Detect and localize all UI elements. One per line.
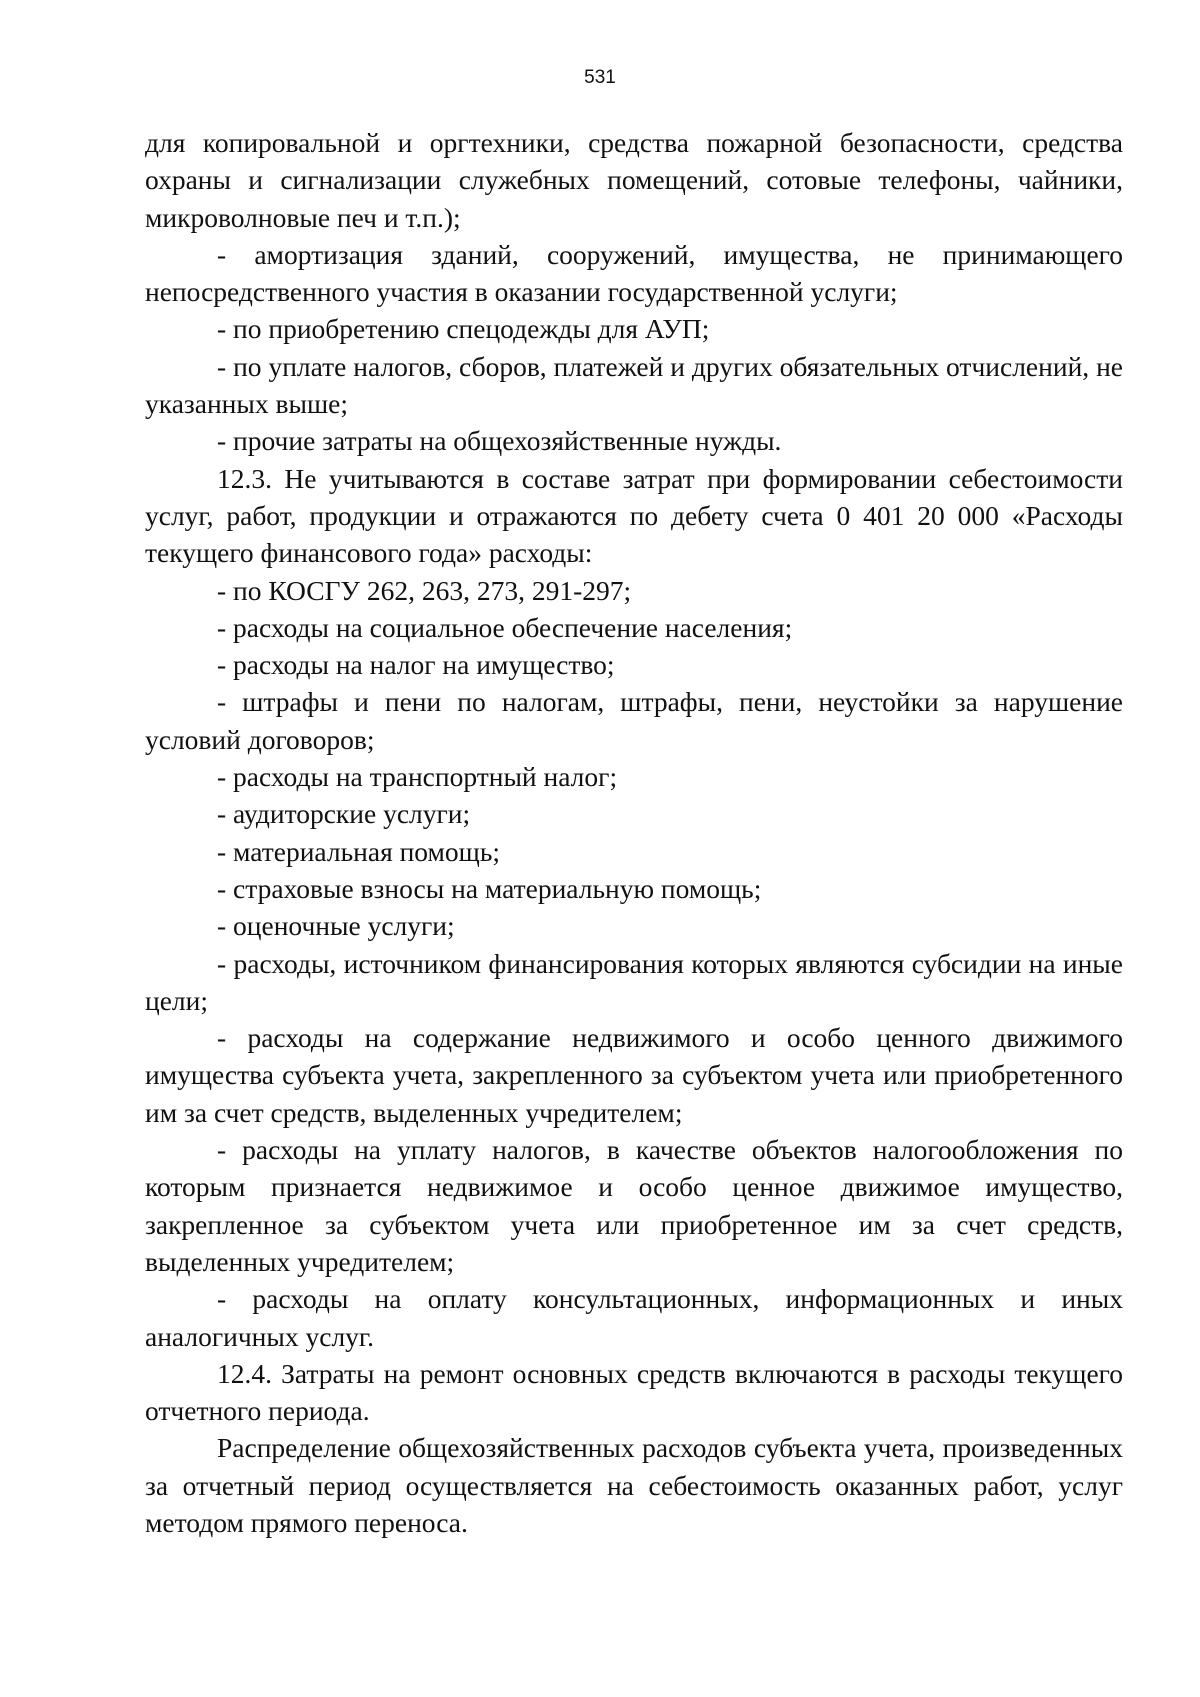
- list-item: - расходы на уплату налогов, в качестве объектов налогообложения по которым признается недвижимое и особо ценное движимое имущество, закрепленное за субъектом учета или приобретенное им за счет средств, выделенных учредителем;: [145, 1134, 1123, 1277]
- list-item: - по приобретению спецодежды для АУП;: [217, 313, 710, 345]
- paragraph-continuation: для копировальной и оргтехники, средства пожарной безопасности, средства охраны и сигнализации служебных помещений, сотовые телефоны, чайники, микроволновые печ и т.п.);: [145, 127, 1123, 233]
- list-item: - расходы на транспортный налог;: [217, 761, 618, 793]
- distribution-paragraph: Распределение общехозяйственных расходов субъекта учета, произведенных за отчетный период осуществляется на себестоимость оказанных работ, услуг методом прямого переноса.: [145, 1432, 1123, 1538]
- page-number: 531: [584, 67, 616, 88]
- list-item: - штрафы и пени по налогам, штрафы, пени, неустойки за нарушение условий договоров;: [145, 686, 1123, 755]
- document-body: [145, 124, 1123, 1541]
- list-item: - по уплате налогов, сборов, платежей и других обязательных отчислений, не указанных выше;: [145, 350, 1123, 420]
- list-item: - оценочные услуги;: [217, 910, 455, 942]
- list-item: - амортизация зданий, сооружений, имущества, не принимающего непосредственного участия в оказании государственной услуги;: [145, 238, 1123, 308]
- list-item: - расходы на содержание недвижимого и особо ценного движимого имущества субъекта учета, закрепленного за субъектом учета или приобретенного им за счет средств, выделенных учредителем;: [145, 1022, 1123, 1128]
- section-12-3-paragraph: 12.3. Не учитываются в составе затрат при формировании себестоимости услуг, работ, продукции и отражаются по дебету счета 0 401 20 000 «Расходы текущего финансового года» расходы:: [145, 462, 1123, 569]
- section-12-4-paragraph: 12.4. Затраты на ремонт основных средств включаются в расходы текущего отчетного периода.: [145, 1357, 1123, 1427]
- list-item: - расходы на социальное обеспечение населения;: [217, 611, 793, 643]
- list-item: - материальная помощь;: [217, 835, 501, 867]
- list-item: - расходы на оплату консультационных, информационных и иных аналогичных услуг.: [145, 1283, 1123, 1352]
- list-item: - по КОСГУ 262, 263, 273, 291-297;: [217, 574, 632, 606]
- list-item: - страховые взносы на материальную помощь;: [217, 872, 762, 904]
- list-item: - аудиторские услуги;: [217, 798, 471, 830]
- list-item: - прочие затраты на общехозяйственные нужды.: [217, 425, 782, 457]
- list-item: - расходы, источником финансирования которых являются субсидии на иные цели;: [145, 947, 1123, 1016]
- list-item: - расходы на налог на имущество;: [217, 649, 615, 681]
